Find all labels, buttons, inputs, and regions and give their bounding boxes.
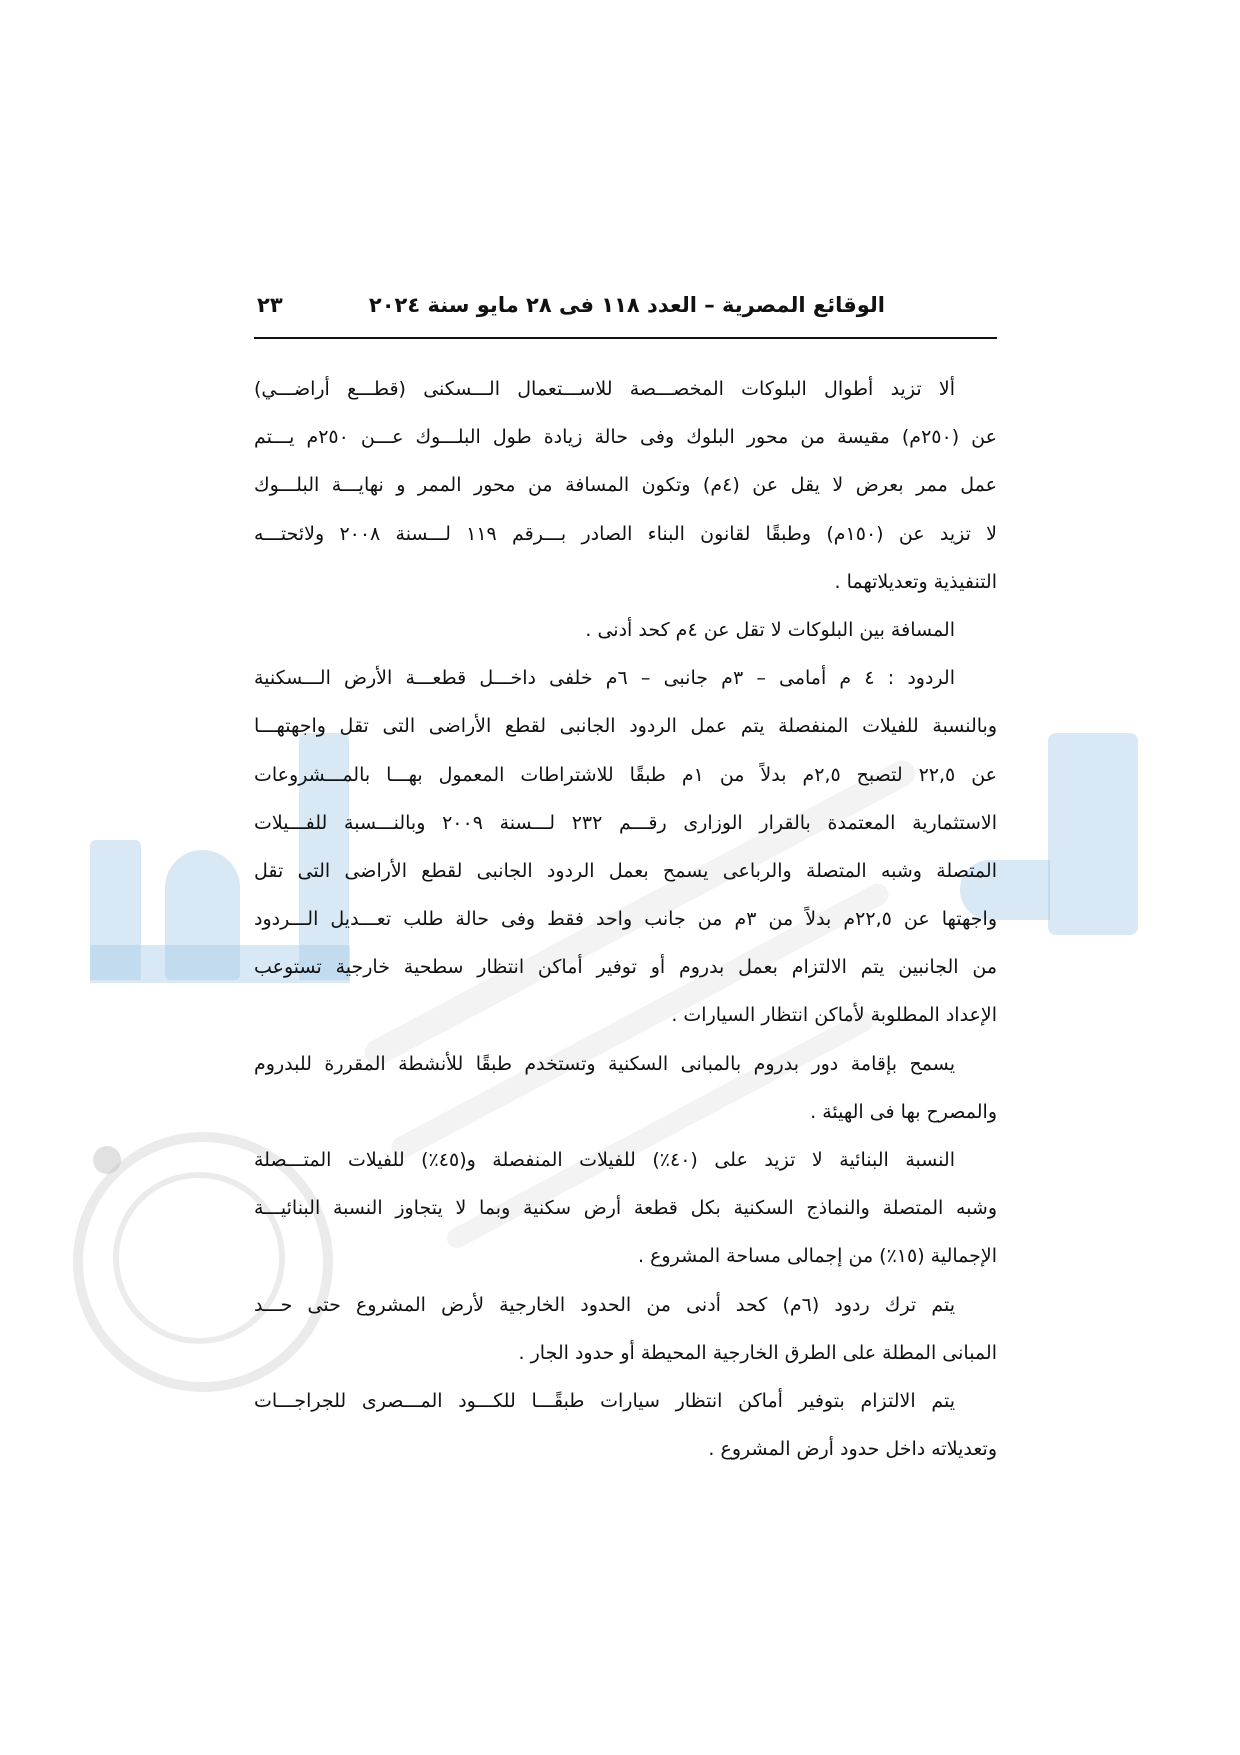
text-line: الردود : ٤ م أمامى – ٣م جانبى – ٦م خلفى داخـــل قطعـــة الأرض الـــسكنية <box>254 667 955 690</box>
text-line: من الجانبين يتم الالتزام بعمل بدروم أو توفير أماكن انتظار سطحية خارجية تستوعب <box>254 956 997 979</box>
text-line: واجهتها عن ٢٢,٥م بدلاً من ٣م من جانب واحد فقط وفى حالة طلب تعـــديل الـــردود <box>254 908 998 931</box>
text-line: ألا تزيد أطوال البلوكات المخصـــصة للاســـتعمال الـــسكنى (قطـــع أراضـــي) <box>254 378 955 400</box>
header-rule <box>254 337 997 339</box>
document-body <box>254 365 997 1473</box>
text-line: وتعديلاته داخل حدود أرض المشروع . <box>708 1438 997 1461</box>
text-line: النسبة البنائية لا تزيد على (٤٠٪) للفيلات المنفصلة و(٤٥٪) للفيلات المتـــصلة <box>254 1149 955 1171</box>
page-number: ٢٣ <box>257 293 283 317</box>
text-line: وشبه المتصلة والنماذج السكنية بكل قطعة أرض سكنية وبما لا يتجاوز النسبة البنائيـــة <box>254 1197 997 1220</box>
text-line: المتصلة وشبه المتصلة والرباعى يسمح بعمل الردود الجانبى لقطع الأراضى التى تقل <box>254 859 997 882</box>
text-line: يتم الالتزام بتوفير أماكن انتظار سيارات طبقًـــا للكـــود المـــصرى للجراجـــات <box>254 1389 955 1412</box>
text-line: عمل ممر بعرض لا يقل عن (٤م) وتكون المسافة من محور الممر و نهايـــة البلـــوك <box>254 474 997 497</box>
gazette-title: الوقائع المصرية – العدد ١١٨ فى ٢٨ مايو سنة ٢٠٢٤ <box>368 293 885 317</box>
text-line: عن (٢٥٠م) مقيسة من محور البلوك وفى حالة زيادة طول البلـــوك عـــن ٢٥٠م يـــتم <box>254 426 997 449</box>
text-line: وبالنسبة للفيلات المنفصلة يتم عمل الردود الجانبى لقطع الأراضى التى تقل واجهتهـــا <box>254 715 997 738</box>
text-line: الإجمالية (١٥٪) من إجمالى مساحة المشروع . <box>638 1245 997 1268</box>
watermark-shape <box>165 850 240 980</box>
text-line: التنفيذية وتعديلاتهما . <box>834 570 997 593</box>
text-line: عن ٢٢,٥ لتصبح ٢,٥م بدلاً من ١م طبقًا للاشتراطات المعمول بهـــا بالمـــشروعات <box>254 763 998 786</box>
watermark-shape <box>90 840 141 980</box>
text-line: المبانى المطلة على الطرق الخارجية المحيطة أو حدود الجار . <box>518 1341 997 1364</box>
text-line: الاستثمارية المعتمدة بالقرار الوزارى رقـــم ٢٣٢ لـــسنة ٢٠٠٩ وبالنـــسبة للفـــيلات <box>254 811 997 834</box>
watermark-shape <box>1048 733 1138 935</box>
watermark-dot <box>93 1146 121 1174</box>
text-line: يتم ترك ردود (٦م) كحد أدنى من الحدود الخارجية لأرض المشروع حتى حـــد <box>254 1293 955 1316</box>
text-line: والمصرح بها فى الهيئة . <box>810 1100 997 1123</box>
text-line: المسافة بين البلوكات لا تقل عن ٤م كحد أدنى . <box>585 618 955 641</box>
text-line: لا تزيد عن (١٥٠م) وطبقًا لقانون البناء الصادر بـــرقم ١١٩ لـــسنة ٢٠٠٨ ولائحتـــه <box>254 522 997 545</box>
text-line: يسمح بإقامة دور بدروم بالمبانى السكنية وتستخدم طبقًا للأنشطة المقررة للبدروم <box>254 1052 955 1075</box>
text-line: الإعداد المطلوبة لأماكن انتظار السيارات . <box>671 1004 997 1027</box>
